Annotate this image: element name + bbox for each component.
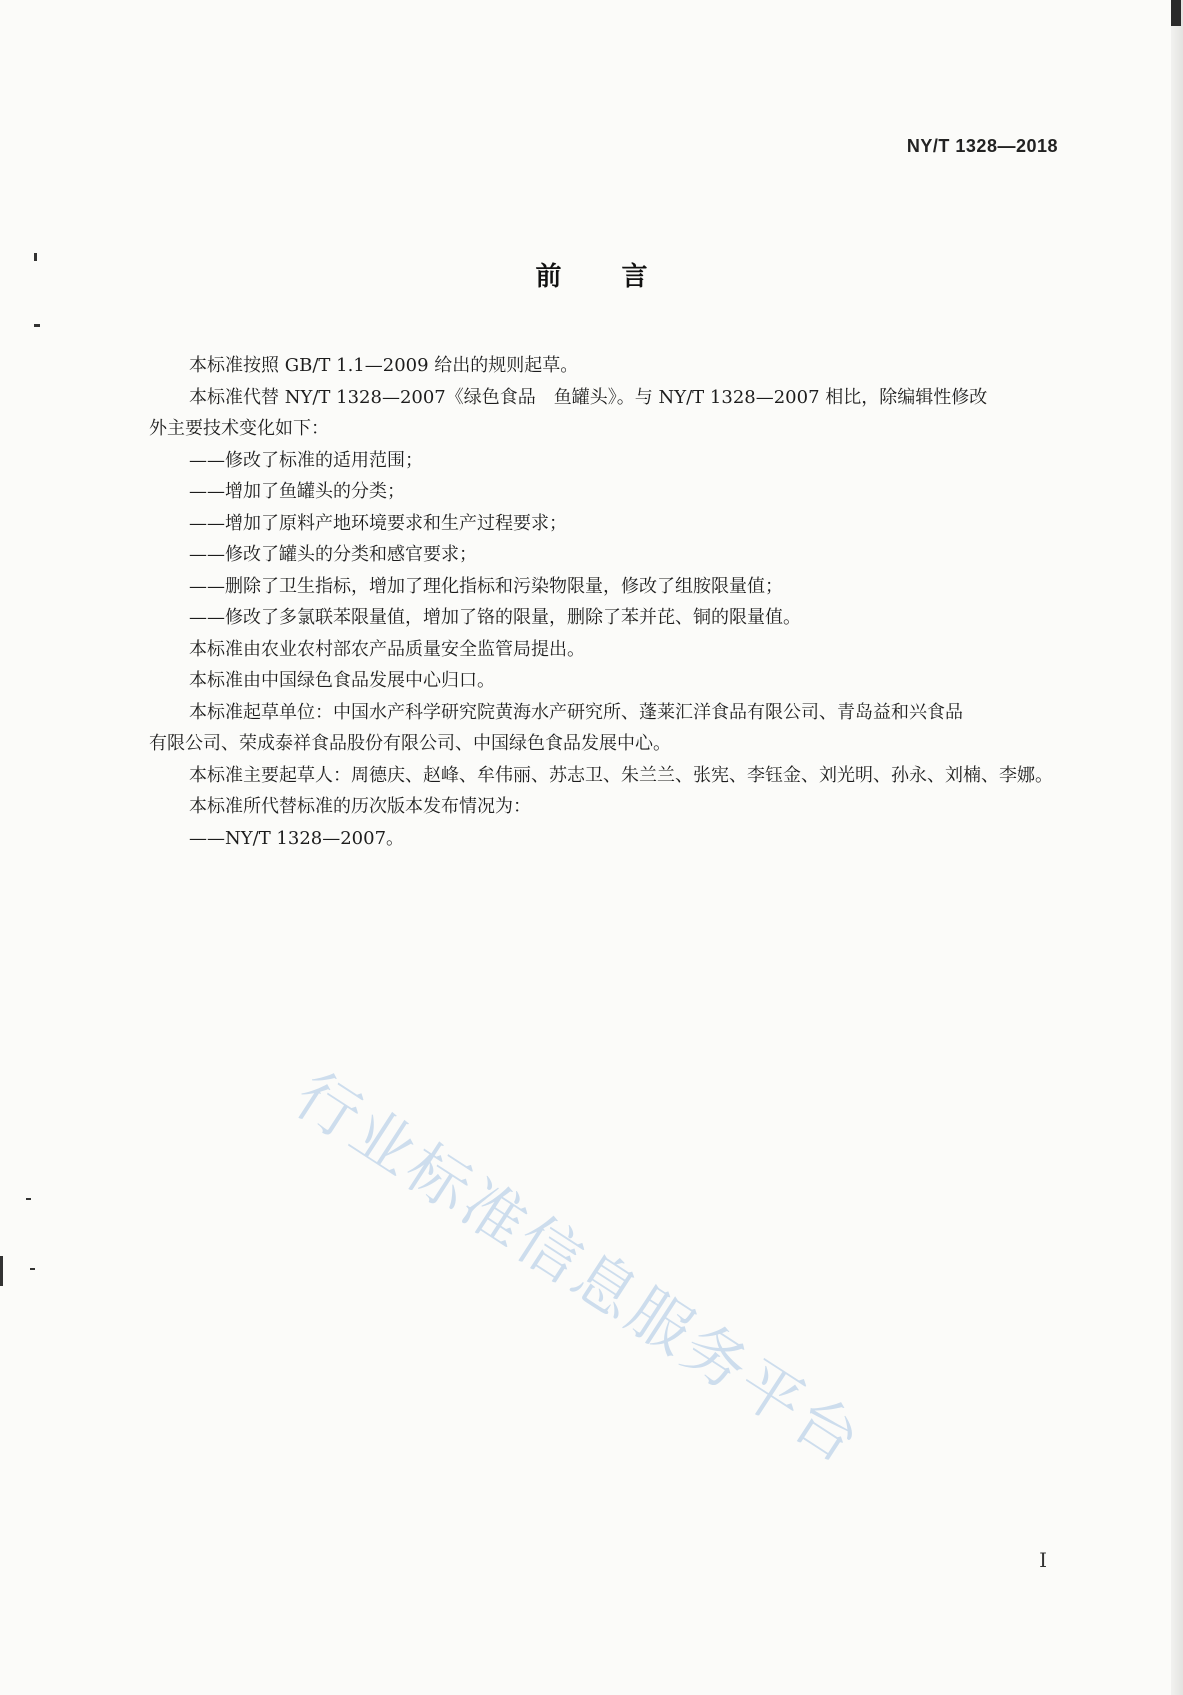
paragraph: 本标准主要起草人：周德庆、赵峰、牟伟丽、苏志卫、朱兰兰、张宪、李钰金、刘光明、孙永、刘楠、李娜。 — [189, 764, 1053, 786]
change-item: ——增加了原料产地环境要求和生产过程要求； — [189, 512, 567, 534]
change-item: ——增加了鱼罐头的分类； — [189, 481, 405, 502]
paragraph-continuation: 外主要技术变化如下： — [149, 418, 329, 439]
change-item: ——修改了罐头的分类和感官要求； — [189, 544, 477, 565]
page-title: 前言 — [535, 262, 708, 292]
change-item: ——修改了多氯联苯限量值，增加了铬的限量，删除了苯并芘、铜的限量值。 — [189, 607, 801, 628]
change-item: ——删除了卫生指标，增加了理化指标和污染物限量，修改了组胺限量值； — [189, 575, 783, 597]
foreword-body — [149, 350, 1059, 854]
scan-speck — [0, 1256, 3, 1286]
change-item: ——修改了标准的适用范围； — [189, 449, 423, 471]
scan-edge — [1171, 0, 1183, 1695]
scan-speck — [30, 1268, 35, 1270]
paragraph: 本标准代替 NY/T 1328—2007《绿色食品 鱼罐头》。与 NY/T 1328—2007 相比，除编辑性修改 — [189, 386, 988, 408]
paragraph: 本标准由中国绿色食品发展中心归口。 — [189, 670, 495, 691]
scan-speck — [34, 324, 40, 327]
paragraph: 本标准起草单位：中国水产科学研究院黄海水产研究所、蓬莱汇洋食品有限公司、青岛益和兴食品 — [189, 701, 963, 723]
standard-code: NY/T 1328—2018 — [906, 136, 1058, 156]
paragraph: 本标准所代替标准的历次版本发布情况为： — [189, 796, 531, 817]
scan-speck — [26, 1198, 31, 1200]
paragraph: 本标准由农业农村部农产品质量安全监管局提出。 — [189, 638, 585, 660]
page-number: I — [1039, 1548, 1047, 1572]
paragraph: 本标准按照 GB/T 1.1—2009 给出的规则起草。 — [189, 355, 579, 376]
history-item: ——NY/T 1328—2007。 — [189, 827, 405, 849]
scan-corner-mark — [1171, 0, 1181, 26]
paragraph-continuation: 有限公司、荣成泰祥食品股份有限公司、中国绿色食品发展中心。 — [149, 733, 671, 754]
watermark: 行业标准信息服务平台 — [282, 1058, 876, 1479]
